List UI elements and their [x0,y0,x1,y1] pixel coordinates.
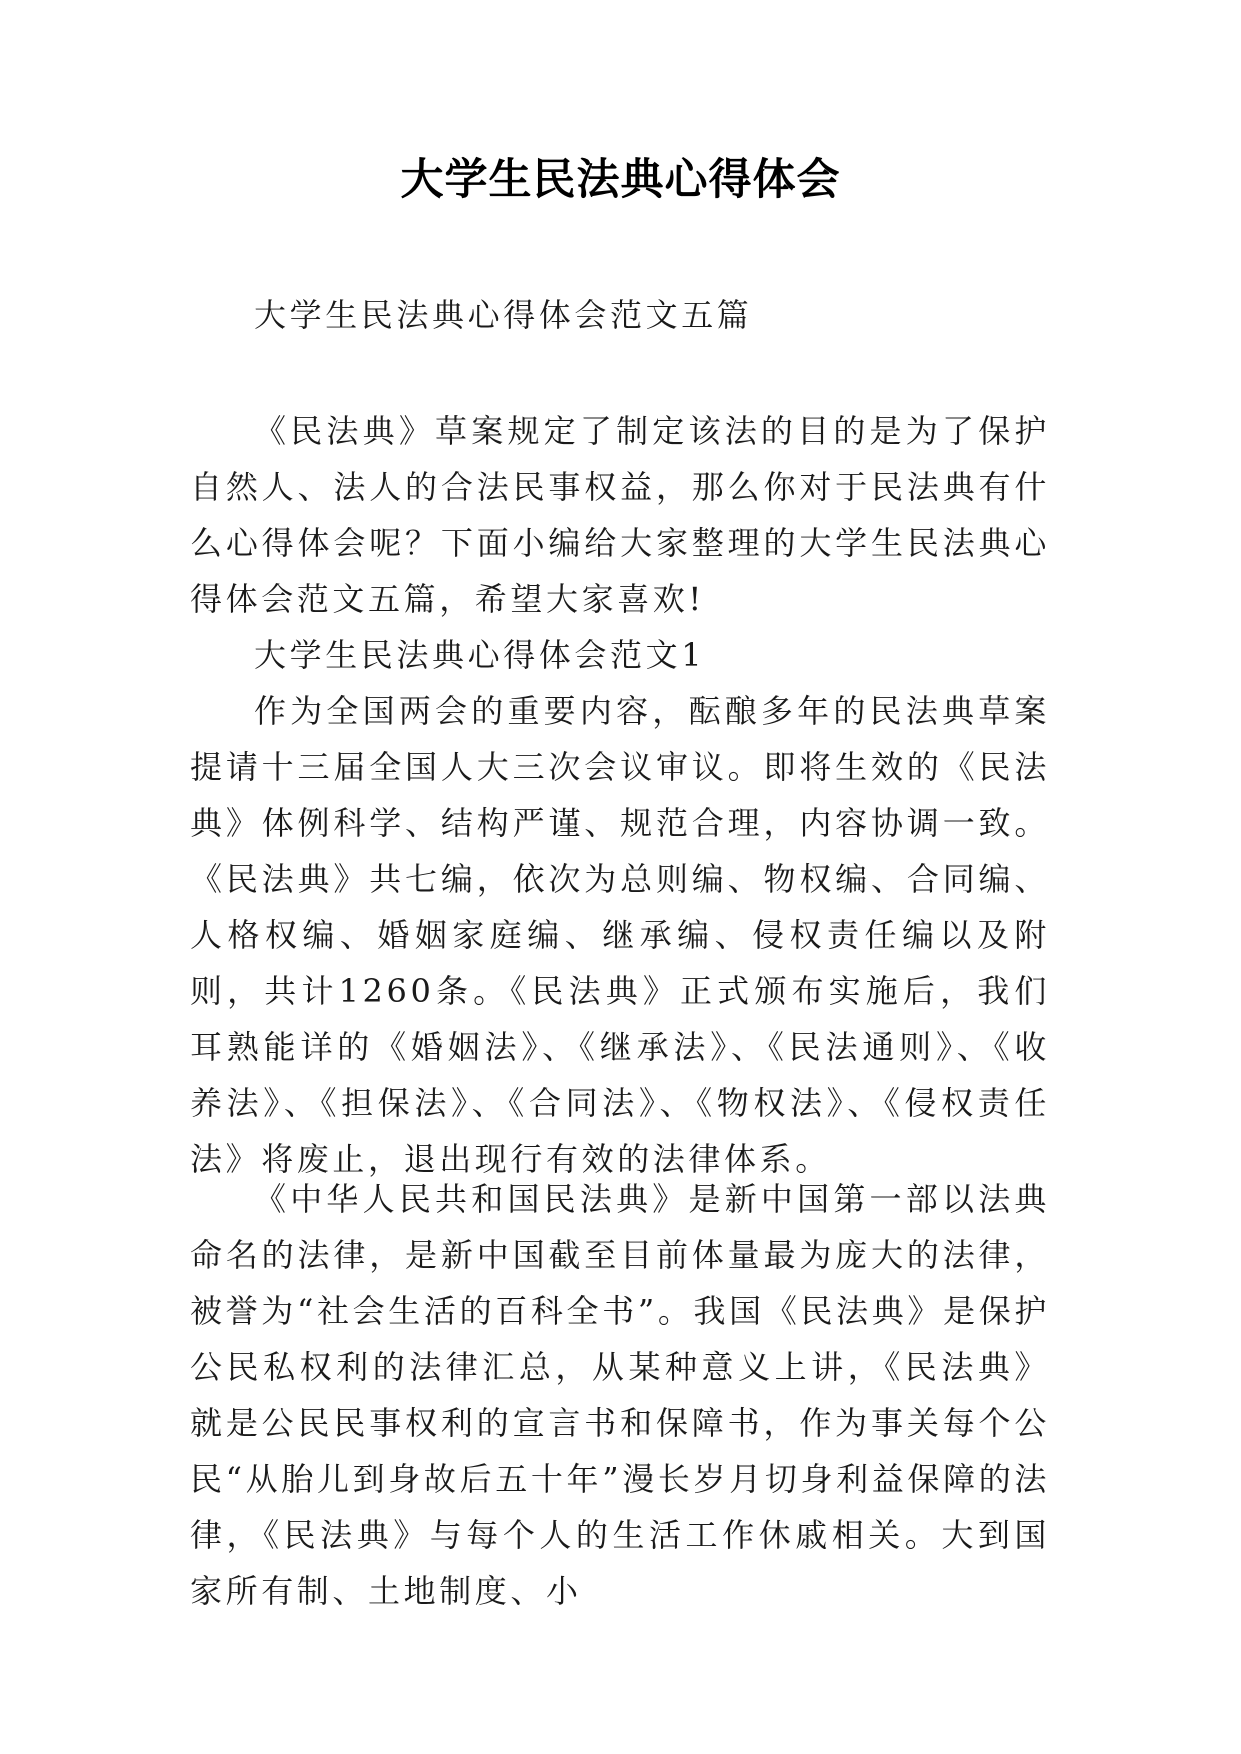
document-subtitle: 大学生民法典心得体会范文五篇 [254,296,753,334]
body-paragraph: 作为全国两会的重要内容，酝酿多年的民法典草案提请十三届全国人大三次会议审议。即将生效的《民法典》体例科学、结构严谨、规范合理，内容协调一致。《民法典》共七编，依次为总则编、物权编、合同编、人格权编、婚姻家庭编、继承编、侵权责任编以及附则，共计1260条。《民法典》正式颁布实施后，我们耳熟能详的《婚姻法》、《继承法》、《民法通则》、《收养法》、《担保法》、《合同法》、《物权法》、《侵权责任法》将废止，退出现行有效的法律体系。 [190,692,1050,1178]
intro-paragraph: 《民法典》草案规定了制定该法的目的是为了保护自然人、法人的合法民事权益，那么你对于民法典有什么心得体会呢？下面小编给大家整理的大学生民法典心得体会范文五篇，希望大家喜欢! [190,412,1050,618]
document-title: 大学生民法典心得体会 [400,155,841,205]
body-paragraph: 《中华人民共和国民法典》是新中国第一部以法典命名的法律，是新中国截至目前体量最为庞大的法律，被誉为“社会生活的百科全书”。我国《民法典》是保护公民私权利的法律汇总，从某种意义上讲，《民法典》就是公民民事权利的宣言书和保障书，作为事关每个公民“从胎儿到身故后五十年”漫长岁月切身利益保障的法律，《民法典》与每个人的生活工作休戚相关。大到国家所有制、土地制度、小 [190,1180,1050,1610]
essay-heading-1: 大学生民法典心得体会范文1 [254,636,706,674]
